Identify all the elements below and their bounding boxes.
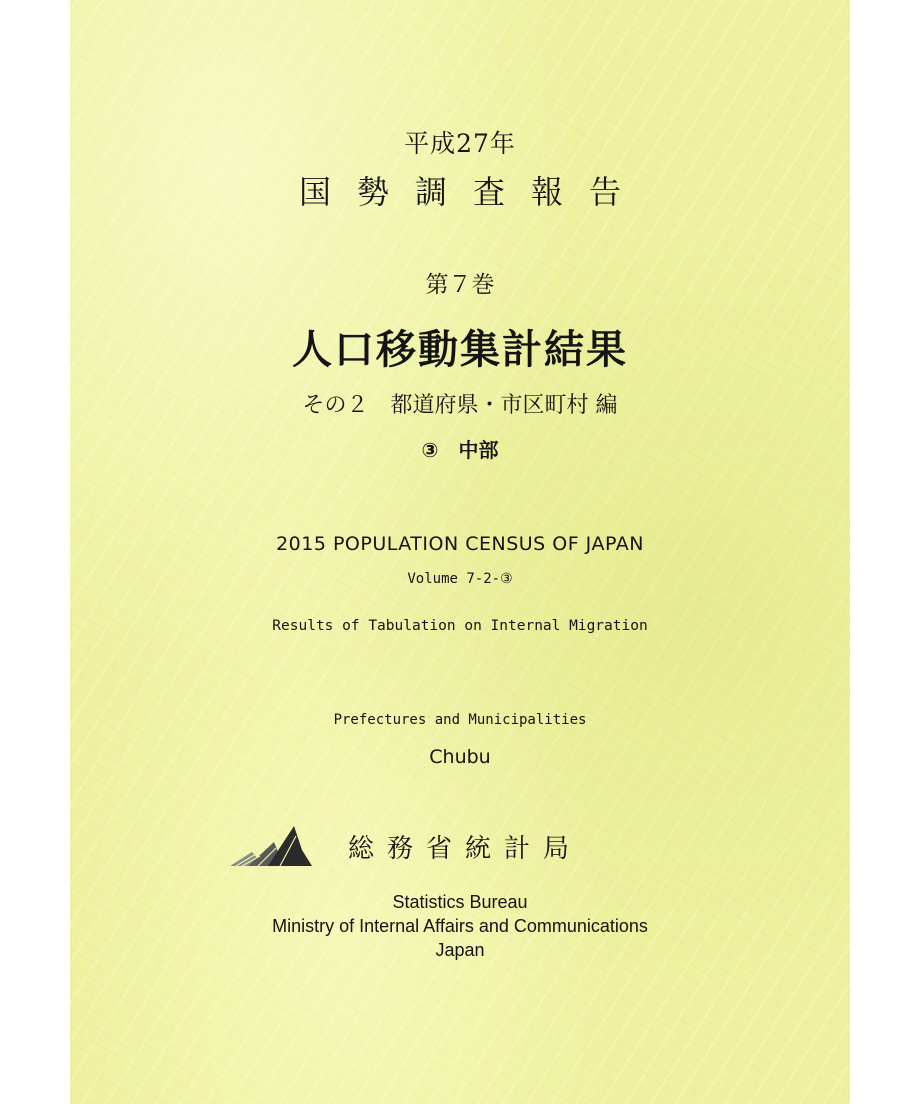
report-cover <box>70 0 850 1104</box>
report-title: 国勢調査報告 <box>298 173 647 211</box>
subtitle-jp: その２ 都道府県・市区町村 編 <box>302 393 618 418</box>
era-year: 平成27年 <box>404 129 516 158</box>
main-title: 人口移動集計結果 <box>292 327 628 373</box>
region-jp: ③ 中部 <box>421 438 499 462</box>
publisher-line-ministry: Ministry of Internal Affairs and Communications <box>272 916 648 936</box>
volume-number-jp: 第７巻 <box>425 272 495 298</box>
results-title-en: Results of Tabulation on Internal Migration <box>272 618 648 634</box>
census-title-en: 2015 POPULATION CENSUS OF JAPAN <box>276 533 644 555</box>
region-en: Chubu <box>429 746 491 768</box>
statistics-bureau-logo-icon <box>230 826 312 870</box>
publisher-line-statistics-bureau: Statistics Bureau <box>392 892 528 912</box>
prefectures-subtitle-en: Prefectures and Municipalities <box>333 712 587 728</box>
publisher-line-country: Japan <box>435 940 485 960</box>
publisher-name-jp: 総務省統計局 <box>348 834 583 864</box>
volume-number-en: Volume 7-2-③ <box>407 571 513 587</box>
